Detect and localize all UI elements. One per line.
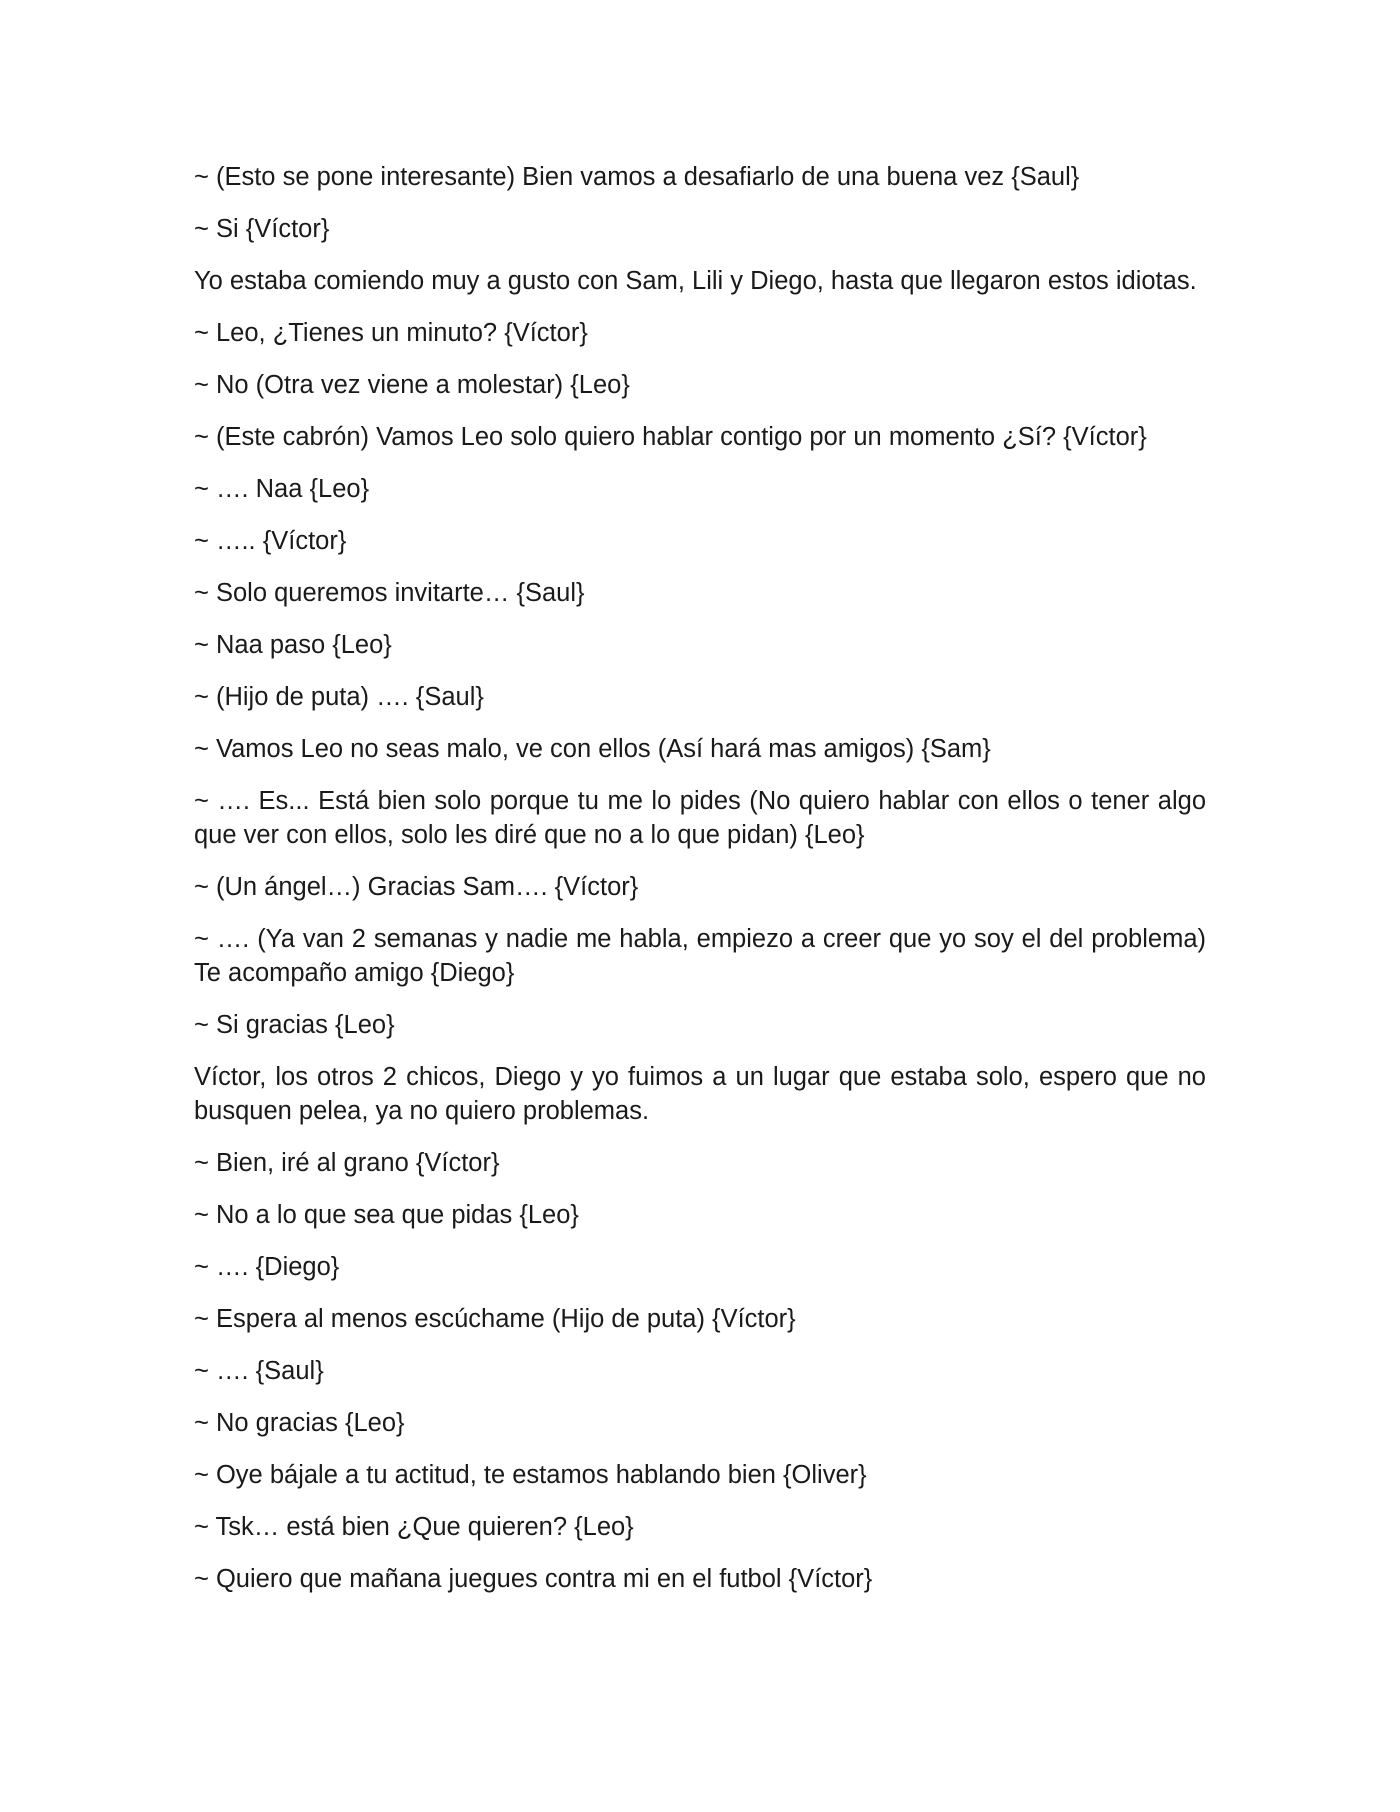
dialogue-line: ~ Espera al menos escúchame (Hijo de puta) {Víctor}: [194, 1305, 796, 1333]
dialogue-line: ~ No a lo que sea que pidas {Leo}: [194, 1201, 579, 1229]
dialogue-line: ~ Si {Víctor}: [194, 215, 330, 243]
narration-paragraph: Yo estaba comiendo muy a gusto con Sam, Lili y Diego, hasta que llegaron estos idiotas.: [194, 267, 1197, 295]
dialogue-line: ~ …. Naa {Leo}: [194, 475, 370, 503]
dialogue-line: ~ …. {Diego}: [194, 1253, 340, 1281]
dialogue-line: ~ Bien, iré al grano {Víctor}: [194, 1149, 500, 1177]
dialogue-line: ~ (Esto se pone interesante) Bien vamos a desafiarlo de una buena vez {Saul}: [194, 163, 1080, 191]
dialogue-line: ~ …. Es... Está bien solo porque tu me lo pides (No quiero hablar con ellos o tener algo que ver con ellos, solo les diré que no a lo que pidan) {Leo}: [194, 787, 1206, 849]
dialogue-line: ~ No gracias {Leo}: [194, 1409, 405, 1437]
dialogue-line: ~ Oye bájale a tu actitud, te estamos hablando bien {Oliver}: [194, 1461, 867, 1489]
dialogue-line: ~ Si gracias {Leo}: [194, 1011, 395, 1039]
dialogue-line: ~ (Un ángel…) Gracias Sam…. {Víctor}: [194, 873, 639, 901]
dialogue-line: ~ Quiero que mañana juegues contra mi en el futbol {Víctor}: [194, 1565, 873, 1593]
dialogue-line: ~ Tsk… está bien ¿Que quieren? {Leo}: [194, 1513, 634, 1541]
dialogue-line: ~ ….. {Víctor}: [194, 527, 347, 555]
dialogue-line: ~ (Este cabrón) Vamos Leo solo quiero hablar contigo por un momento ¿Sí? {Víctor}: [194, 423, 1147, 451]
dialogue-line: ~ Vamos Leo no seas malo, ve con ellos (Así hará mas amigos) {Sam}: [194, 735, 991, 763]
narration-paragraph: Víctor, los otros 2 chicos, Diego y yo fuimos a un lugar que estaba solo, espero que no busquen pelea, ya no quiero problemas.: [194, 1063, 1206, 1125]
dialogue-line: ~ Leo, ¿Tienes un minuto? {Víctor}: [194, 319, 588, 347]
dialogue-line: ~ …. {Saul}: [194, 1357, 324, 1385]
dialogue-line: ~ No (Otra vez viene a molestar) {Leo}: [194, 371, 630, 399]
dialogue-line: ~ (Hijo de puta) …. {Saul}: [194, 683, 484, 711]
dialogue-line: ~ Naa paso {Leo}: [194, 631, 392, 659]
dialogue-line: ~ …. (Ya van 2 semanas y nadie me habla, empiezo a creer que yo soy el del problema) Te acompaño amigo {Diego}: [194, 925, 1206, 987]
dialogue-line: ~ Solo queremos invitarte… {Saul}: [194, 579, 585, 607]
document-page: [194, 160, 1206, 1614]
